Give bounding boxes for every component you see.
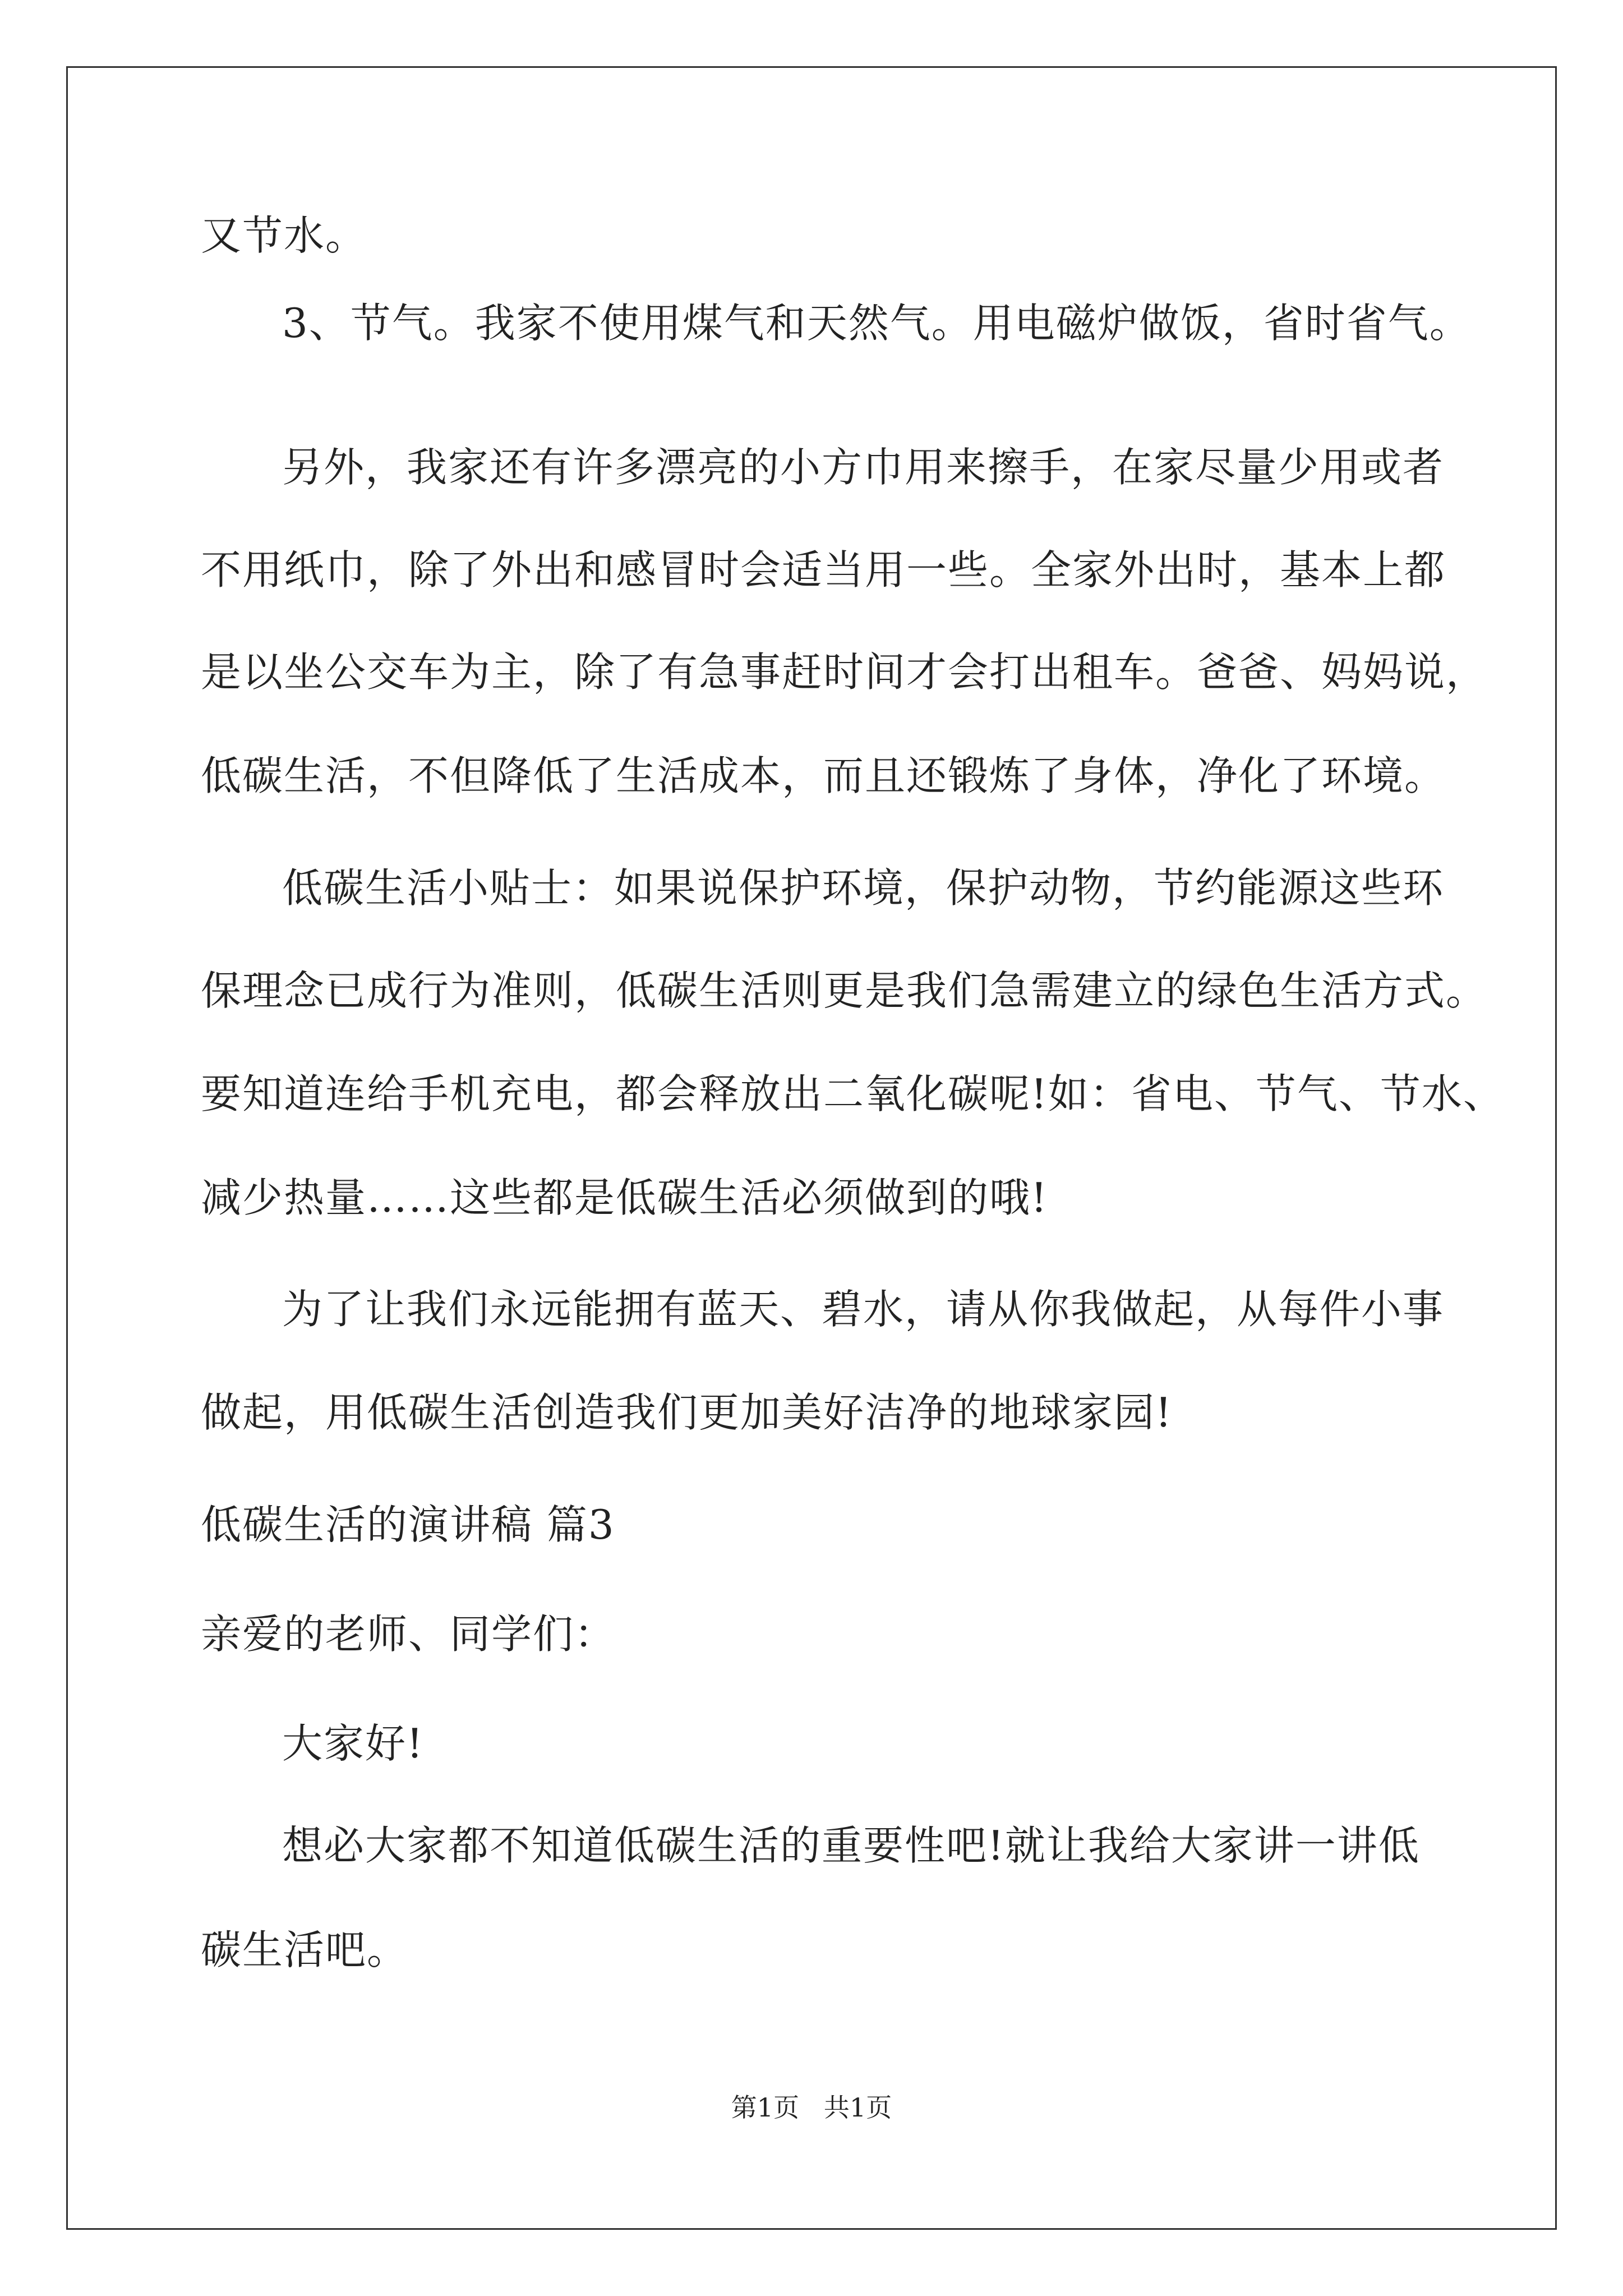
paragraph-line: 又节水。	[201, 212, 367, 259]
paragraph-line: 是以坐公交车为主，除了有急事赶时间才会打出租车。爸爸、妈妈说，	[201, 648, 1488, 696]
paragraph-line: 碳生活吧。	[201, 1926, 409, 1973]
salutation: 亲爱的老师、同学们：	[201, 1611, 616, 1658]
greeting: 大家好!	[282, 1720, 424, 1767]
paragraph-line: 做起，用低碳生活创造我们更加美好洁净的地球家园!	[201, 1389, 1173, 1436]
page-number-footer: 第1页 共1页	[731, 2092, 892, 2123]
paragraph-line: 减少热量……这些都是低碳生活必须做到的哦!	[201, 1174, 1048, 1221]
paragraph-line: 要知道连给手机充电，都会释放出二氧化碳呢!如：省电、节气、节水、	[201, 1070, 1505, 1117]
paragraph-line: 保理念已成行为准则，低碳生活则更是我们急需建立的绿色生活方式。	[201, 967, 1488, 1014]
paragraph-line: 想必大家都不知道低碳生活的重要性吧!就让我给大家讲一讲低	[282, 1822, 1420, 1869]
section-heading: 低碳生活的演讲稿 篇3	[201, 1501, 615, 1548]
paragraph-line: 3、节气。我家不使用煤气和天然气。用电磁炉做饭，省时省气。	[282, 300, 1471, 347]
paragraph-line: 另外，我家还有许多漂亮的小方巾用来擦手，在家尽量少用或者	[282, 444, 1445, 491]
paragraph-line: 为了让我们永远能拥有蓝天、碧水，请从你我做起，从每件小事	[282, 1286, 1445, 1333]
page-border	[66, 66, 1557, 2230]
paragraph-line: 低碳生活小贴士：如果说保护环境，保护动物，节约能源这些环	[282, 864, 1445, 912]
paragraph-line: 低碳生活，不但降低了生活成本，而且还锻炼了身体，净化了环境。	[201, 752, 1446, 799]
paragraph-line: 不用纸巾，除了外出和感冒时会适当用一些。全家外出时，基本上都	[201, 546, 1446, 593]
